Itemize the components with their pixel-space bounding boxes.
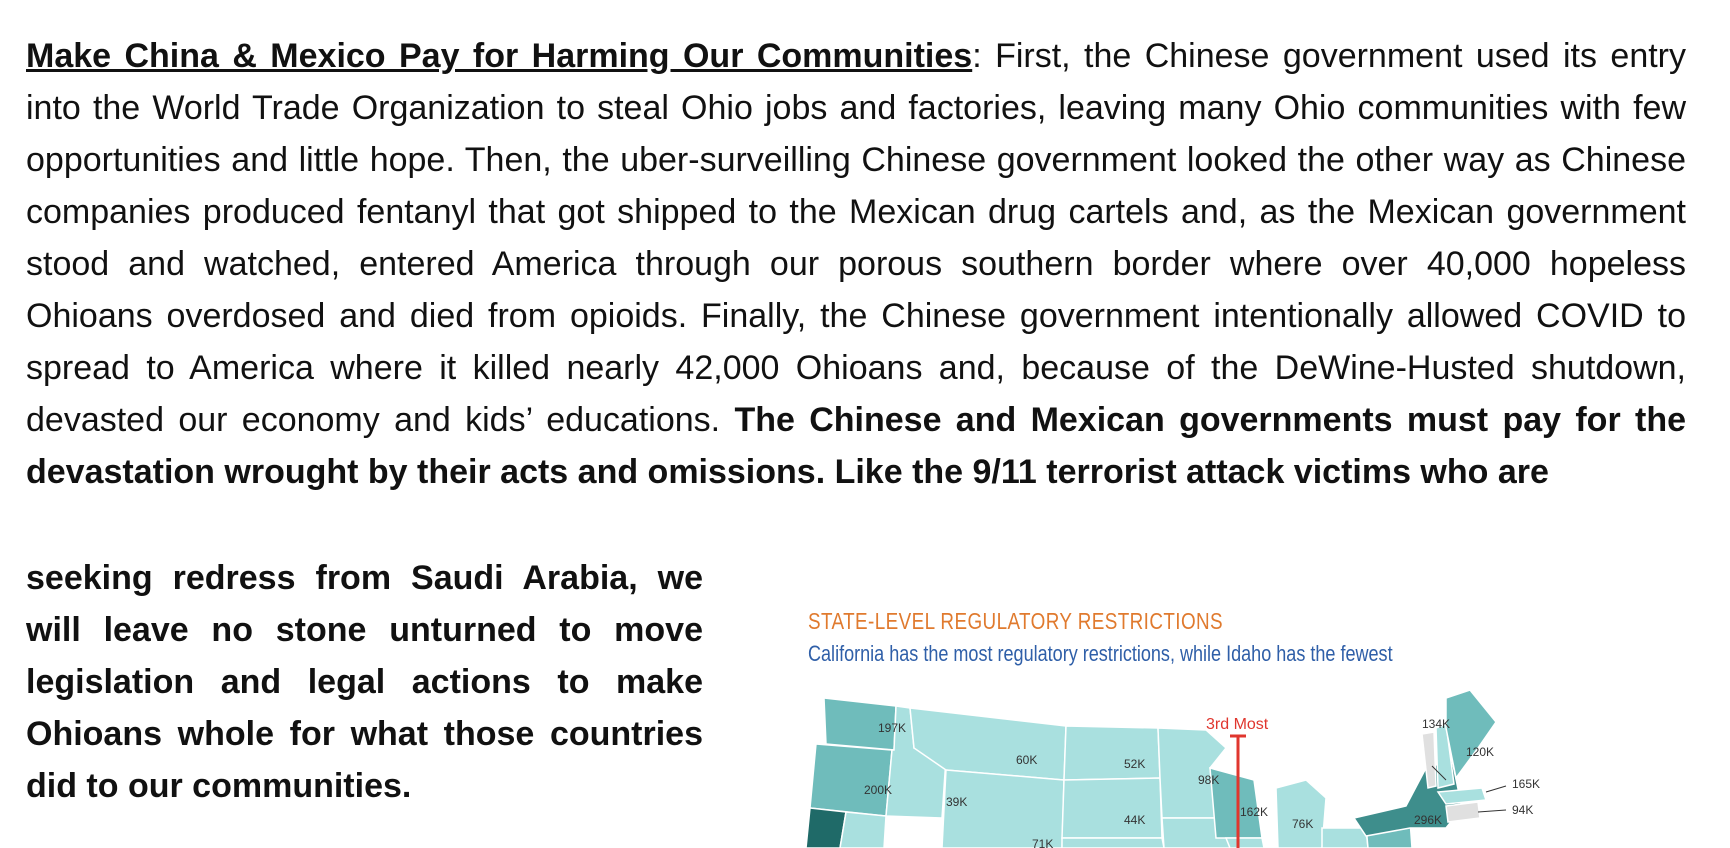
label-wy: 71K <box>1032 837 1054 848</box>
us-map <box>806 688 1706 848</box>
state-or <box>810 744 892 816</box>
label-ma: 165K <box>1512 777 1541 791</box>
heading-colon: : <box>972 37 982 75</box>
state-ct <box>1446 802 1480 822</box>
figure-title: STATE-LEVEL REGULATORY RESTRICTIONS <box>808 608 1224 634</box>
state-sd <box>1062 778 1162 838</box>
state-nd <box>1064 726 1160 780</box>
label-mt: 60K <box>1016 753 1038 767</box>
label-mn: 98K <box>1198 773 1220 787</box>
regulation-map-figure <box>806 608 1706 848</box>
state-nv <box>840 812 886 848</box>
body-paragraph <box>26 30 1686 498</box>
label-sd: 44K <box>1124 813 1146 827</box>
section-heading: Make China & Mexico Pay for Harming Our Communities <box>26 37 973 75</box>
label-ri: 94K <box>1512 803 1534 817</box>
state-ca <box>806 808 846 848</box>
state-ne <box>1062 838 1164 848</box>
paragraph-continued-bold: seeking redress from Saudi Arabia, we will leave no stone unturned to move legislation and legal actions to make Ohioans whole for what those countries did to our communities. <box>26 559 703 805</box>
label-me: 120K <box>1466 745 1495 759</box>
label-mi: 76K <box>1292 817 1314 831</box>
state-me <box>1446 690 1496 778</box>
label-or: 200K <box>864 783 893 797</box>
label-ny: 296K <box>1414 813 1443 827</box>
state-mi <box>1276 780 1326 848</box>
document-page <box>26 30 1686 498</box>
label-wi: 162K <box>1240 805 1269 819</box>
annotation-3rd-most: 3rd Most <box>1206 716 1269 733</box>
paragraph-text: First, the Chinese government used its entry into the World Trade Organization to steal Ohio jobs and factories, leaving many Ohio communities with few opportunities and little hope. Then, the uber-surveilling Chinese government looked the other way as Chinese companies produced fentanyl that got shipped to the Mexican drug cartels and, as the Mexican government stood and watched, entered America through our porous southern border where over 40,000 hopeless Ohioans overdosed and died from opioids. Finally, the Chinese government intentionally allowed COVID to spread to America where it killed nearly 42,000 Ohioans and, because of the DeWine-Husted shutdown, devasted our economy and kids’ educations. <box>26 37 1686 439</box>
label-wa: 197K <box>878 721 907 735</box>
label-id: 39K <box>946 795 968 809</box>
figure-subtitle: California has the most regulatory restrictions, while Idaho has the fewest <box>808 641 1393 666</box>
label-nd: 52K <box>1124 757 1146 771</box>
state-il <box>1226 838 1264 848</box>
state-oh <box>1322 828 1368 848</box>
label-vt: 134K <box>1422 717 1451 731</box>
paragraph-bold-text: The Chinese and Mexican governments must pay for the devastation wrought by their acts and omissions. Like the 9/11 terrorist attack victims who are <box>26 401 1687 491</box>
